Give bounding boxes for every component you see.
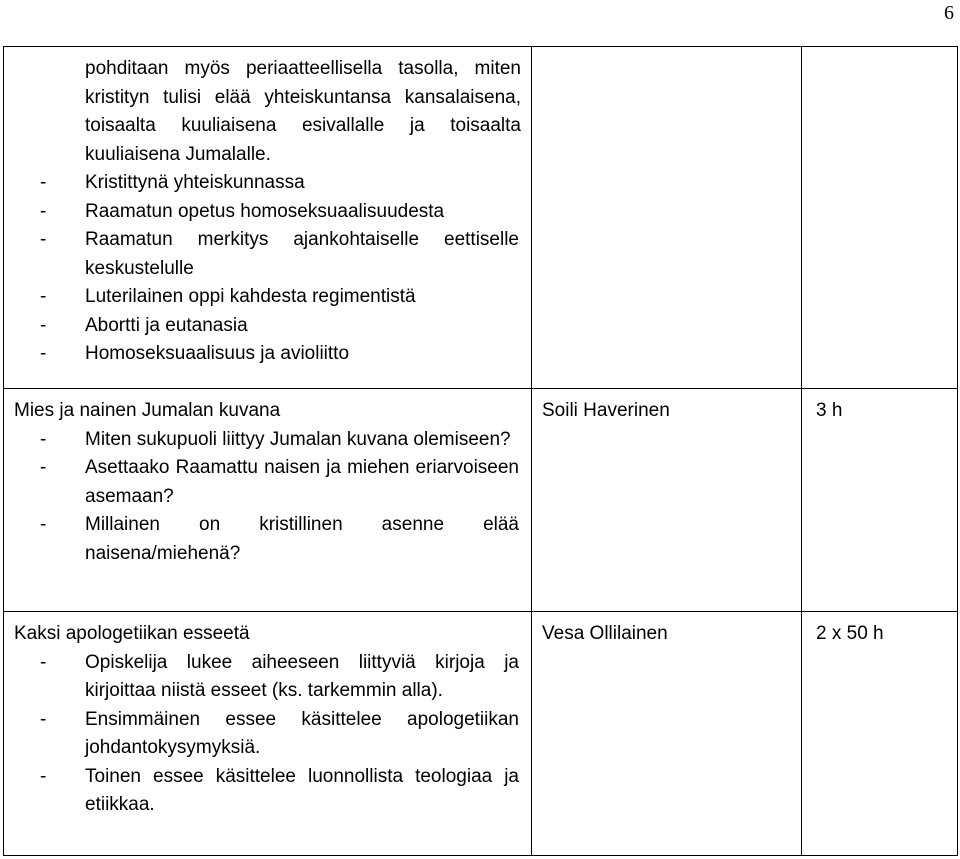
- list-item: - Opiskelija lukee aiheeseen liittyviä kirjoja ja kirjoittaa niistä esseet (ks. tarkemmin alla).: [14, 649, 521, 706]
- list-item: - Millainen on kristillinen asenne elää naisena/miehenä?: [14, 511, 521, 568]
- hours-text: [812, 58, 816, 79]
- hours-cell: [802, 47, 958, 389]
- list-item: - Miten sukupuoli liittyy Jumalan kuvana olemiseen?: [14, 426, 521, 455]
- topic-title: Kaksi apologetiikan esseetä: [14, 623, 250, 644]
- topic-cell: [4, 389, 532, 612]
- list-item: - Kristittynä yhteiskunnassa: [14, 169, 521, 198]
- topic-cell: [4, 47, 532, 389]
- list-item: - Abortti ja eutanasia: [14, 312, 521, 341]
- hours-text: 2 x 50 h: [816, 623, 884, 644]
- hours-text: 3 h: [816, 400, 843, 421]
- list-item: - Homoseksuaalisuus ja avioliitto: [14, 340, 521, 369]
- topic-title: Mies ja nainen Jumalan kuvana: [14, 400, 281, 421]
- list-item: - Asettaako Raamattu naisen ja miehen eriarvoiseen asemaan?: [14, 454, 521, 511]
- teacher-cell: Vesa Ollilainen: [532, 612, 802, 856]
- course-table: [3, 46, 958, 856]
- topic-cell: [4, 612, 532, 856]
- intro-paragraph: pohditaan myös periaatteellisella tasolla, miten kristityn tulisi elää yhteiskuntansa kansalaisena, toisaalta kuuliaisena esivallalle ja toisaalta kuuliaisena Jumalalle.: [85, 58, 521, 165]
- table-row: [4, 612, 958, 856]
- teacher-cell: Soili Haverinen: [532, 389, 802, 612]
- table-row: [4, 47, 958, 389]
- hours-cell: [802, 612, 958, 856]
- teacher-cell: [532, 47, 802, 389]
- list-item: - Raamatun merkitys ajankohtaiselle eettiselle keskustelulle: [14, 226, 521, 283]
- list-item: - Luterilainen oppi kahdesta regimentistä: [14, 283, 521, 312]
- topic-list: [14, 649, 521, 820]
- hours-cell: [802, 389, 958, 612]
- topic-list: [14, 169, 521, 369]
- topic-list: [14, 426, 521, 569]
- list-item: - Ensimmäinen essee käsittelee apologetiikan johdantokysymyksiä.: [14, 706, 521, 763]
- page-number: 6: [944, 2, 954, 24]
- list-item: - Raamatun opetus homoseksuaalisuudesta: [14, 198, 521, 227]
- table-row: [4, 389, 958, 612]
- list-item: - Toinen essee käsittelee luonnollista teologiaa ja etiikkaa.: [14, 763, 521, 820]
